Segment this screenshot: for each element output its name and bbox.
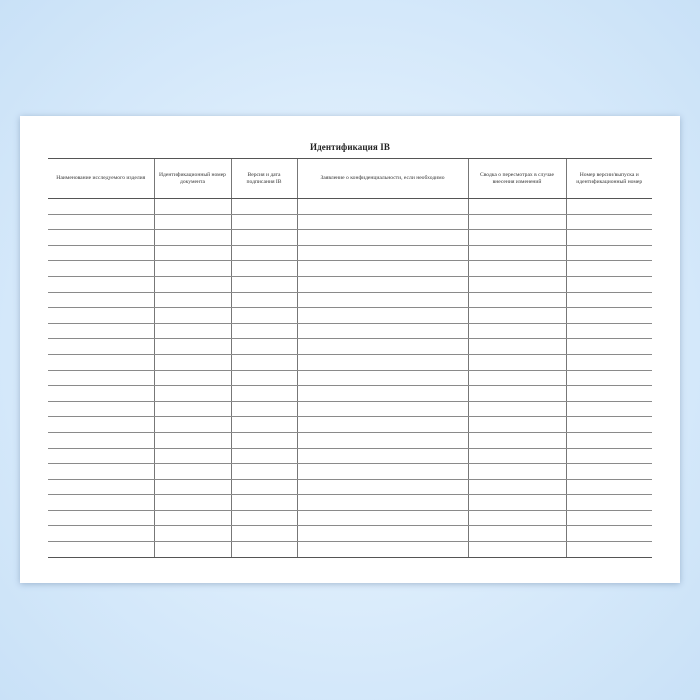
- table-cell[interactable]: [297, 370, 468, 386]
- table-cell[interactable]: [154, 214, 231, 230]
- table-cell[interactable]: [297, 479, 468, 495]
- table-cell[interactable]: [468, 526, 566, 542]
- table-cell[interactable]: [297, 230, 468, 246]
- table-cell[interactable]: [566, 245, 652, 261]
- table-cell[interactable]: [297, 245, 468, 261]
- table-cell[interactable]: [154, 495, 231, 511]
- column-header-release-number: Номер версии/выпуска и идентификационный номер: [566, 159, 652, 199]
- table-body: [48, 199, 652, 558]
- table-cell[interactable]: [48, 308, 154, 324]
- table-cell[interactable]: [468, 276, 566, 292]
- table-cell[interactable]: [231, 432, 297, 448]
- table-cell[interactable]: [297, 276, 468, 292]
- table-cell[interactable]: [468, 370, 566, 386]
- table-cell[interactable]: [154, 432, 231, 448]
- table-cell[interactable]: [297, 495, 468, 511]
- table-cell[interactable]: [154, 542, 231, 558]
- table-cell[interactable]: [297, 448, 468, 464]
- table-cell[interactable]: [297, 417, 468, 433]
- table-row: [48, 386, 652, 402]
- table-cell[interactable]: [566, 401, 652, 417]
- table-cell[interactable]: [566, 308, 652, 324]
- table-cell[interactable]: [154, 276, 231, 292]
- form-title: Идентификация IB: [310, 142, 390, 152]
- table-cell[interactable]: [231, 510, 297, 526]
- table-cell[interactable]: [48, 261, 154, 277]
- column-header-confidentiality: Заявление о конфиденциальности, если необходимо: [297, 159, 468, 199]
- table-header-row: [48, 159, 652, 199]
- table-row: [48, 432, 652, 448]
- table-cell[interactable]: [297, 542, 468, 558]
- table-row: [48, 245, 652, 261]
- table-cell[interactable]: [468, 432, 566, 448]
- table-cell[interactable]: [48, 386, 154, 402]
- table-cell[interactable]: [231, 323, 297, 339]
- table-cell[interactable]: [48, 214, 154, 230]
- table-cell[interactable]: [154, 323, 231, 339]
- table-cell[interactable]: [154, 464, 231, 480]
- table-cell[interactable]: [48, 323, 154, 339]
- table-row: [48, 276, 652, 292]
- table-cell[interactable]: [468, 199, 566, 215]
- table-row: [48, 542, 652, 558]
- table-cell[interactable]: [154, 339, 231, 355]
- table-cell[interactable]: [468, 292, 566, 308]
- table-cell[interactable]: [566, 276, 652, 292]
- table-cell[interactable]: [468, 417, 566, 433]
- table-row: [48, 308, 652, 324]
- table-cell[interactable]: [297, 323, 468, 339]
- table-cell[interactable]: [468, 323, 566, 339]
- table-row: [48, 199, 652, 215]
- table-cell[interactable]: [154, 526, 231, 542]
- table-cell[interactable]: [154, 401, 231, 417]
- table-cell[interactable]: [468, 245, 566, 261]
- table-cell[interactable]: [566, 448, 652, 464]
- table-cell[interactable]: [48, 542, 154, 558]
- table-cell[interactable]: [297, 261, 468, 277]
- table-cell[interactable]: [48, 448, 154, 464]
- table-cell[interactable]: [231, 417, 297, 433]
- table-cell[interactable]: [231, 370, 297, 386]
- table-cell[interactable]: [231, 276, 297, 292]
- table-cell[interactable]: [154, 261, 231, 277]
- table-row: [48, 510, 652, 526]
- table-row: [48, 495, 652, 511]
- table-row: [48, 417, 652, 433]
- table-cell[interactable]: [154, 417, 231, 433]
- table-cell[interactable]: [231, 354, 297, 370]
- table-cell[interactable]: [566, 230, 652, 246]
- table-cell[interactable]: [297, 464, 468, 480]
- table-cell[interactable]: [468, 495, 566, 511]
- table-cell[interactable]: [48, 464, 154, 480]
- table-cell[interactable]: [566, 354, 652, 370]
- form-sheet: [20, 116, 680, 583]
- table-cell[interactable]: [297, 401, 468, 417]
- table-cell[interactable]: [297, 354, 468, 370]
- table-cell[interactable]: [297, 292, 468, 308]
- table-cell[interactable]: [566, 339, 652, 355]
- table-cell[interactable]: [566, 370, 652, 386]
- table-cell[interactable]: [468, 354, 566, 370]
- table-cell[interactable]: [48, 479, 154, 495]
- table-cell[interactable]: [154, 245, 231, 261]
- table-cell[interactable]: [566, 417, 652, 433]
- table-cell[interactable]: [297, 199, 468, 215]
- table-cell[interactable]: [566, 214, 652, 230]
- table-cell[interactable]: [468, 542, 566, 558]
- table-cell[interactable]: [154, 308, 231, 324]
- table-cell[interactable]: [468, 339, 566, 355]
- table-cell[interactable]: [48, 339, 154, 355]
- table-cell[interactable]: [48, 401, 154, 417]
- table-cell[interactable]: [566, 495, 652, 511]
- table-cell[interactable]: [231, 308, 297, 324]
- table-cell[interactable]: [48, 230, 154, 246]
- column-header-version-date: Версия и дата подписания IB: [231, 159, 297, 199]
- table-row: [48, 339, 652, 355]
- table-cell[interactable]: [297, 510, 468, 526]
- table-cell[interactable]: [231, 386, 297, 402]
- table-cell[interactable]: [468, 510, 566, 526]
- table-cell[interactable]: [48, 417, 154, 433]
- column-header-product-name: Наименование исследуемого изделия: [48, 159, 154, 199]
- table-cell[interactable]: [297, 526, 468, 542]
- table-cell[interactable]: [154, 386, 231, 402]
- table-cell[interactable]: [566, 479, 652, 495]
- table-cell[interactable]: [231, 230, 297, 246]
- table-cell[interactable]: [566, 432, 652, 448]
- table-cell[interactable]: [48, 292, 154, 308]
- table-cell[interactable]: [231, 464, 297, 480]
- table-cell[interactable]: [566, 261, 652, 277]
- table-cell[interactable]: [468, 308, 566, 324]
- table-cell[interactable]: [154, 370, 231, 386]
- table-cell[interactable]: [154, 230, 231, 246]
- table-cell[interactable]: [231, 401, 297, 417]
- table-cell[interactable]: [566, 386, 652, 402]
- table-row: [48, 526, 652, 542]
- table-cell[interactable]: [297, 339, 468, 355]
- table-cell[interactable]: [566, 510, 652, 526]
- table-cell[interactable]: [297, 214, 468, 230]
- table-cell[interactable]: [231, 292, 297, 308]
- table-cell[interactable]: [231, 339, 297, 355]
- table-row: [48, 230, 652, 246]
- table-cell[interactable]: [154, 199, 231, 215]
- table-cell[interactable]: [154, 479, 231, 495]
- table-cell[interactable]: [566, 292, 652, 308]
- column-header-document-id: Идентификационный номер документа: [154, 159, 231, 199]
- table-cell[interactable]: [154, 292, 231, 308]
- table-cell[interactable]: [566, 323, 652, 339]
- table-cell[interactable]: [154, 354, 231, 370]
- table-row: [48, 354, 652, 370]
- table-row: [48, 323, 652, 339]
- table-cell[interactable]: [231, 448, 297, 464]
- table-cell[interactable]: [468, 230, 566, 246]
- table-row: [48, 292, 652, 308]
- table-cell[interactable]: [468, 464, 566, 480]
- table-cell[interactable]: [48, 495, 154, 511]
- table-cell[interactable]: [154, 448, 231, 464]
- table-cell[interactable]: [48, 370, 154, 386]
- table-row: [48, 479, 652, 495]
- table-cell[interactable]: [231, 245, 297, 261]
- table-cell[interactable]: [48, 432, 154, 448]
- table-cell[interactable]: [297, 386, 468, 402]
- table-cell[interactable]: [231, 542, 297, 558]
- table-cell[interactable]: [297, 432, 468, 448]
- table-cell[interactable]: [566, 526, 652, 542]
- table-cell[interactable]: [231, 495, 297, 511]
- table-cell[interactable]: [231, 199, 297, 215]
- table-row: [48, 464, 652, 480]
- table-cell[interactable]: [297, 308, 468, 324]
- column-header-revision-summary: Сводка о пересмотрах в случае внесения изменений: [468, 159, 566, 199]
- table-cell[interactable]: [566, 542, 652, 558]
- table-cell[interactable]: [48, 354, 154, 370]
- table-cell[interactable]: [154, 510, 231, 526]
- table-cell[interactable]: [566, 464, 652, 480]
- table-row: [48, 214, 652, 230]
- table-cell[interactable]: [231, 479, 297, 495]
- table-cell[interactable]: [566, 199, 652, 215]
- table-cell[interactable]: [231, 526, 297, 542]
- table-cell[interactable]: [231, 261, 297, 277]
- table-cell[interactable]: [48, 526, 154, 542]
- table-cell[interactable]: [468, 448, 566, 464]
- table-cell[interactable]: [468, 479, 566, 495]
- table-cell[interactable]: [48, 510, 154, 526]
- table-cell[interactable]: [48, 245, 154, 261]
- table-cell[interactable]: [468, 401, 566, 417]
- table-cell[interactable]: [48, 276, 154, 292]
- table-row: [48, 370, 652, 386]
- table-row: [48, 401, 652, 417]
- table-row: [48, 448, 652, 464]
- table-cell[interactable]: [231, 214, 297, 230]
- table-cell[interactable]: [468, 261, 566, 277]
- ib-identification-table: [48, 158, 652, 558]
- table-cell[interactable]: [48, 199, 154, 215]
- table-row: [48, 261, 652, 277]
- table-cell[interactable]: [468, 214, 566, 230]
- table-cell[interactable]: [468, 386, 566, 402]
